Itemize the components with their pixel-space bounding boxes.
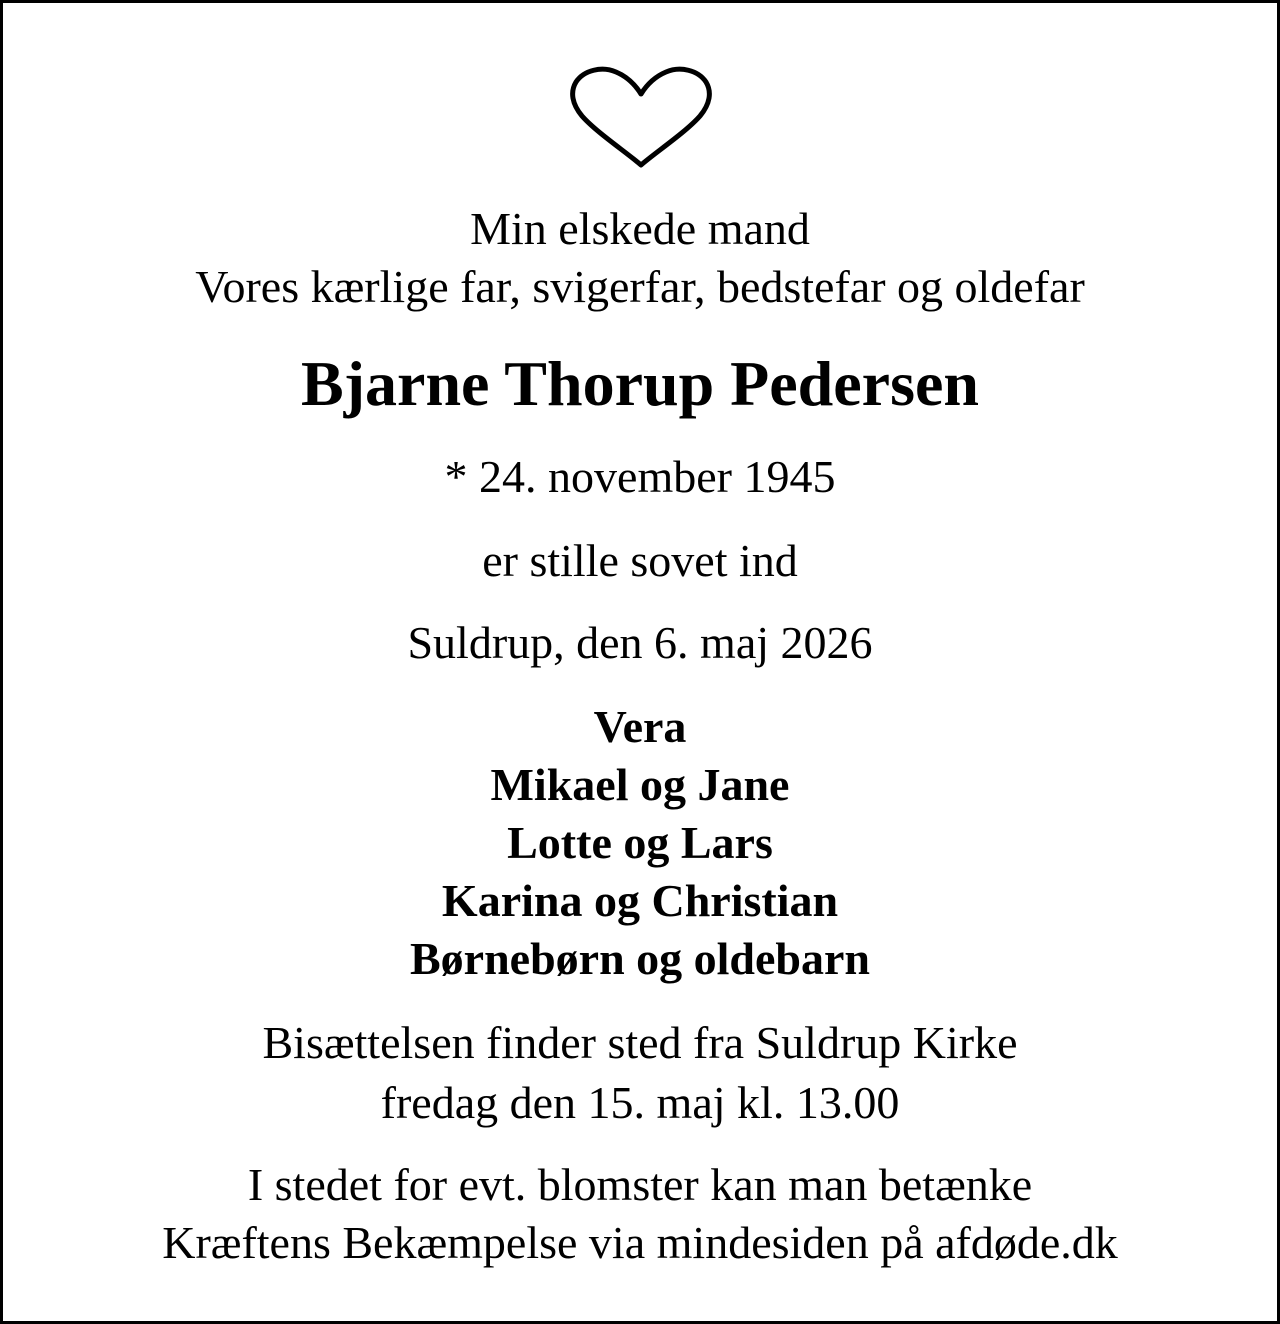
- donation-line-1: I stedet for evt. blomster kan man betænke: [247, 1159, 1033, 1210]
- birth-date: * 24. november 1945: [444, 451, 836, 502]
- heart-outline-icon: [568, 64, 714, 170]
- family-member-4: Karina og Christian: [441, 875, 839, 926]
- place-and-date: Suldrup, den 6. maj 2026: [407, 617, 873, 668]
- funeral-line-1: Bisættelsen finder sted fra Suldrup Kirke: [262, 1017, 1018, 1068]
- funeral-line-2: fredag den 15. maj kl. 13.00: [380, 1077, 900, 1128]
- family-member-3: Lotte og Lars: [507, 817, 773, 868]
- family-member-5: Børnebørn og oldebarn: [409, 933, 871, 984]
- donation-line-2: Kræftens Bekæmpelse via mindesiden på afdøde.dk: [162, 1217, 1118, 1268]
- intro-line-1: Min elskede mand: [470, 203, 810, 254]
- intro-line-2: Vores kærlige far, svigerfar, bedstefar og oldefar: [195, 261, 1085, 312]
- passed-text: er stille sovet ind: [482, 535, 798, 586]
- deceased-name: Bjarne Thorup Pedersen: [301, 348, 979, 419]
- family-member-2: Mikael og Jane: [490, 759, 790, 810]
- family-member-1: Vera: [593, 701, 687, 752]
